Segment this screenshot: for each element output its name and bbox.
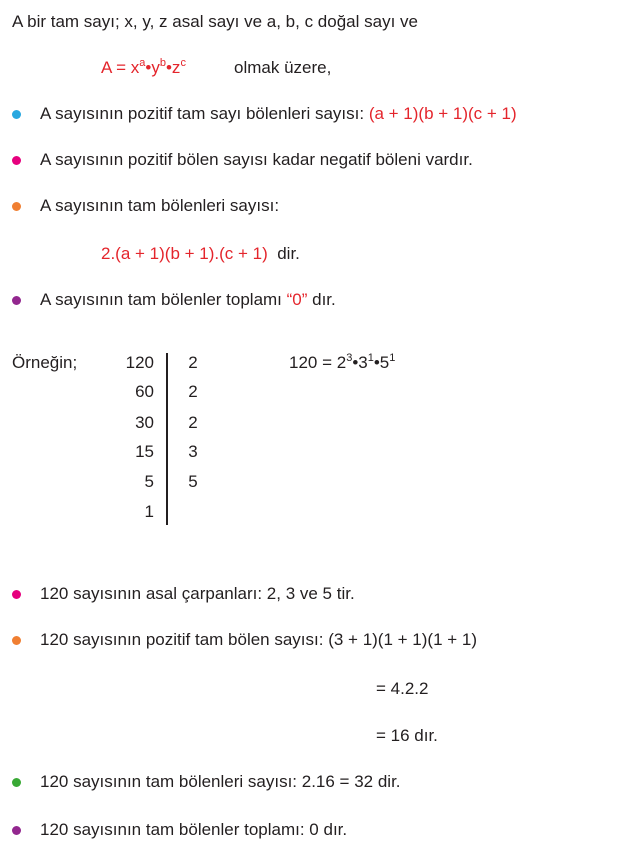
result-divisor-sum: 120 sayısının tam bölenler toplamı: 0 dır. [40, 820, 348, 839]
division-number: 1 [144, 502, 154, 521]
bullet-icon [12, 826, 21, 835]
division-number: 5 [144, 472, 154, 491]
bullet-icon [12, 590, 21, 599]
prime-factor: 3 [188, 442, 198, 461]
formula-tail: olmak üzere, [234, 58, 332, 77]
exponent-b: b [159, 57, 166, 69]
rule-text: A sayısının pozitif tam sayı bölenleri sayısı: [40, 104, 369, 123]
prime-factorization [289, 353, 395, 373]
factorization-term: •3 [352, 353, 368, 372]
bullet-icon [12, 636, 21, 645]
prime-factor: 2 [188, 353, 198, 372]
formula-z: •z [165, 58, 181, 77]
rule-tail: dır. [307, 290, 336, 309]
rule-divisor-sum [40, 290, 336, 310]
result-prime-factors: 120 sayısının asal çarpanları: 2, 3 ve 5 tir. [40, 584, 355, 603]
rule-formula: 2.(a + 1)(b + 1).(c + 1) [101, 244, 268, 263]
bullet-icon [12, 202, 21, 211]
rule-tail: dir. [277, 244, 300, 263]
exponent: 1 [367, 352, 374, 364]
result-integer-divisors: 120 sayısının tam bölenleri sayısı: 2.16 = 32 dir. [40, 772, 401, 791]
exponent: 1 [389, 352, 396, 364]
rule-integer-divisors-formula [101, 244, 300, 264]
rule-text: A sayısının tam bölenler toplamı [40, 290, 287, 309]
prime-factor: 2 [188, 413, 198, 432]
factorization-term: •5 [373, 353, 390, 372]
rule-negative-divisors: A sayısının pozitif bölen sayısı kadar negatif böleni vardır. [40, 150, 473, 169]
bullet-icon [12, 110, 21, 119]
formula-lhs: A = x [101, 58, 140, 77]
rule-formula: (a + 1)(b + 1)(c + 1) [368, 104, 517, 123]
exponent-c: c [180, 57, 186, 69]
intro-line: A bir tam sayı; x, y, z asal sayı ve a, b, c doğal sayı ve [12, 12, 418, 31]
formula-y: •y [145, 58, 160, 77]
bullet-icon [12, 296, 21, 305]
rule-integer-divisors: A sayısının tam bölenleri sayısı: [40, 196, 280, 215]
division-number: 30 [135, 413, 154, 432]
division-number: 60 [135, 382, 154, 401]
division-number: 120 [125, 353, 154, 372]
factorization-lhs: 120 = 2 [289, 353, 347, 372]
exponent-a: a [139, 57, 146, 69]
prime-factor: 5 [188, 472, 198, 491]
result-positive-divisors: 120 sayısının pozitif tam bölen sayısı: (3 + 1)(1 + 1)(1 + 1) [40, 630, 478, 649]
bullet-icon [12, 156, 21, 165]
division-number: 15 [135, 442, 154, 461]
example-label: Örneğin; [12, 353, 78, 372]
division-line [166, 353, 168, 525]
rule-positive-divisors [40, 104, 517, 124]
exponent: 3 [346, 352, 353, 364]
bullet-icon [12, 778, 21, 787]
prime-factor: 2 [188, 382, 198, 401]
result-step: = 16 dır. [376, 726, 438, 745]
result-step: = 4.2.2 [376, 679, 429, 698]
rule-zero: “0” [286, 290, 308, 309]
general-formula [101, 58, 186, 78]
